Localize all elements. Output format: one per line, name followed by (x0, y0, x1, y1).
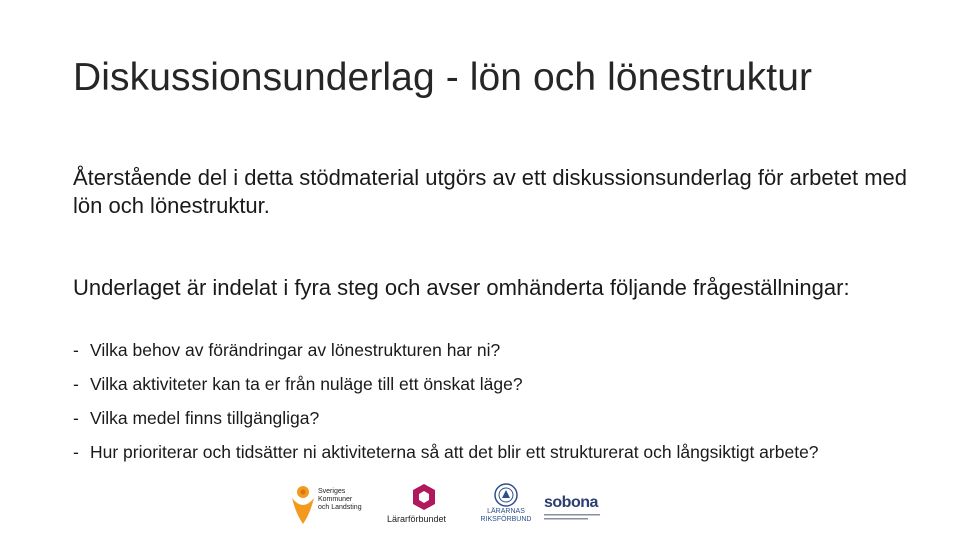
lararnas-seal-icon (476, 482, 536, 508)
lararnas-riksforbund-logo (476, 482, 536, 528)
question-list (73, 340, 933, 476)
slide-title: Diskussionsunderlag - lön och lönestruktur (73, 56, 813, 99)
list-item (73, 408, 933, 428)
skl-logo (288, 482, 378, 528)
intro-paragraph: Återstående del i detta stödmaterial utgörs av ett diskussionsunderlag för arbetet med lön och lönestruktur. (73, 165, 908, 218)
lararforbundet-hexagon-icon (385, 482, 463, 512)
bullet-marker: - (73, 374, 79, 394)
sobona-tagline-lines-icon (544, 513, 602, 521)
lararnas-logo-line1: LÄRARNAS (487, 508, 525, 515)
skl-logo-line3: och Landsting (318, 504, 362, 511)
list-item-text: Hur prioriterar och tidsätter ni aktiviteterna så att det blir ett strukturerat och långsiktigt arbete? (90, 442, 819, 462)
bullet-marker: - (73, 340, 79, 360)
partner-logos (280, 482, 610, 532)
list-item (73, 374, 933, 394)
list-item-text: Vilka medel finns tillgängliga? (90, 408, 320, 428)
sobona-logo (542, 482, 604, 528)
questions-intro-paragraph: Underlaget är indelat i fyra steg och avser omhänderta följande frågeställningar: (73, 275, 850, 300)
lararnas-logo-line2: RIKSFÖRBUND (480, 516, 532, 523)
bullet-marker: - (73, 442, 79, 462)
list-item (73, 442, 933, 462)
sobona-logo-text: sobona (544, 494, 598, 511)
bullet-marker: - (73, 408, 79, 428)
skl-logo-line2: Kommuner (318, 496, 353, 503)
list-item-text: Vilka behov av förändringar av lönestrukturen har ni? (90, 340, 501, 360)
skl-emblem-icon (288, 482, 318, 526)
skl-logo-line1: Sveriges (318, 488, 346, 495)
lararforbundet-logo (385, 482, 463, 528)
lararforbundet-logo-text: Lärarförbundet (387, 514, 447, 524)
list-item (73, 340, 933, 360)
list-item-text: Vilka aktiviteter kan ta er från nuläge till ett önskat läge? (90, 374, 523, 394)
